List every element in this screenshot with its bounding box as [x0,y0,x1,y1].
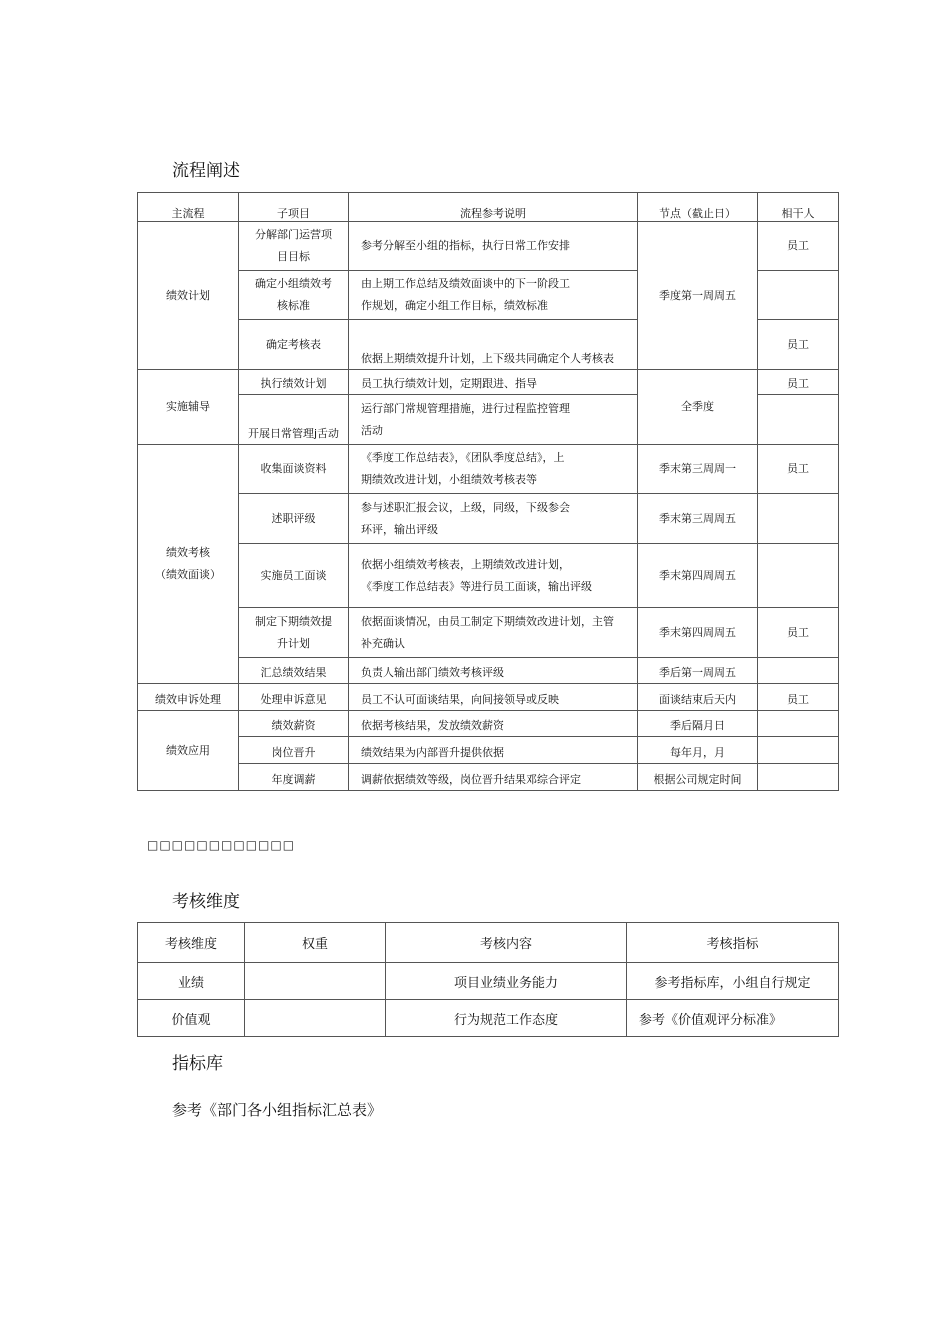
process-table-header [138,193,839,222]
sub-item: 年度调薪 [239,764,349,791]
description: 依据上期绩效提升计划，上下级共同确定个人考核表 [349,320,638,370]
header-indicator: 考核指标 [627,923,839,963]
node: 季末第三周周五 [638,494,758,544]
sub-item: 岗位晋升 [239,737,349,764]
group-apply: 绩效应用 [138,711,239,791]
header-description: 流程参考说明 [349,193,638,222]
description: 运行部门常规管理措施，进行过程监控管理 活动 [349,395,638,445]
weight [245,1000,386,1037]
description: 调薪依据绩效等级，岗位晋升结果邓综合评定 [349,764,638,791]
sub-item: 制定下期绩效提 升计划 [239,608,349,658]
table-row [138,963,839,1000]
weight [245,963,386,1000]
table-row [138,222,839,271]
indicator: 参考《价值观评分标准》 [627,1000,839,1037]
node: 季末第四周周五 [638,608,758,658]
group-appeal: 绩效申诉处理 [138,684,239,711]
node: 季后第一周周五 [638,658,758,684]
node: 季末第四周周五 [638,544,758,608]
header-weight: 权重 [245,923,386,963]
description: 参与述职汇报会议，上级，同级，下级参会 环评，输出评级 [349,494,638,544]
person [758,764,839,791]
table-row [138,608,839,658]
header-dimension: 考核维度 [138,923,245,963]
content: 项目业绩业务能力 [386,963,627,1000]
person [758,494,839,544]
person [758,711,839,737]
description: 《季度工作总结表》，《团队季度总结》，上 期绩效改进计划，小组绩效考核表等 [349,445,638,494]
person [758,658,839,684]
group-plan: 绩效计划 [138,222,239,370]
sub-item: 执行绩效计划 [239,370,349,395]
dimension: 业绩 [138,963,245,1000]
description: 负责人输出部门绩效考核评级 [349,658,638,684]
indicator: 参考指标库，小组自行规定 [627,963,839,1000]
group-coach: 实施辅导 [138,370,239,445]
node: 面谈结束后天内 [638,684,758,711]
description: 依据考核结果，发放绩效薪资 [349,711,638,737]
table-row [138,764,839,791]
table-row [138,494,839,544]
table-row [138,684,839,711]
placeholder-boxes: □□□□□□□□□□□□ [147,838,296,852]
table-row [138,711,839,737]
table-row [138,1000,839,1037]
header-main-process: 主流程 [138,193,239,222]
process-table [137,192,839,791]
person: 员工 [758,445,839,494]
node: 季度第一周周五 [638,222,758,370]
description: 依据面谈情况，由员工制定下期绩效改进计划，主管 补充确认 [349,608,638,658]
library-section-title: 指标库 [172,1054,223,1074]
person: 员工 [758,608,839,658]
table-row [138,658,839,684]
node: 季末第三周周一 [638,445,758,494]
description: 绩效结果为内部晋升提供依据 [349,737,638,764]
dimension-table [137,922,839,1037]
library-reference: 参考《部门各小组指标汇总表》 [172,1101,383,1119]
header-person: 相干人 [758,193,839,222]
sub-item: 确定小组绩效考 核标准 [239,271,349,320]
sub-item: 分解部门运营项 目目标 [239,222,349,271]
sub-item: 述职评级 [239,494,349,544]
person: 员工 [758,222,839,271]
sub-item: 汇总绩效结果 [239,658,349,684]
sub-item: 绩效薪资 [239,711,349,737]
description: 由上期工作总结及绩效面谈中的下一阶段工 作规划，确定小组工作目标，绩效标准 [349,271,638,320]
person: 员工 [758,320,839,370]
sub-item: 实施员工面谈 [239,544,349,608]
dimension-table-header [138,923,839,963]
sub-item: 收集面谈资料 [239,445,349,494]
description: 依据小组绩效考核表，上期绩效改进计划， 《季度工作总结表》等进行员工面谈，输出评级 [349,544,638,608]
description: 参考分解至小组的指标，执行日常工作安排 [349,222,638,271]
header-content: 考核内容 [386,923,627,963]
sub-item: 处理申诉意见 [239,684,349,711]
content: 行为规范工作态度 [386,1000,627,1037]
table-row [138,737,839,764]
person [758,271,839,320]
node: 根据公司规定时间 [638,764,758,791]
person [758,544,839,608]
table-row [138,370,839,395]
person [758,395,839,445]
sub-item: 开展日常管理j舌动 [239,395,349,445]
dimension: 价值观 [138,1000,245,1037]
process-section-title: 流程阐述 [172,161,240,181]
table-row [138,445,839,494]
person: 员工 [758,370,839,395]
sub-item: 确定考核表 [239,320,349,370]
description: 员工执行绩效计划，定期跟进、指导 [349,370,638,395]
node: 每年月，月 [638,737,758,764]
node: 全季度 [638,370,758,445]
description: 员工不认可面谈结果，向间接领导或反映 [349,684,638,711]
group-review: 绩效考核 （绩效面谈） [138,445,239,684]
node: 季后隔月日 [638,711,758,737]
header-sub-item: 子项目 [239,193,349,222]
person: 员工 [758,684,839,711]
dimension-section-title: 考核维度 [172,892,240,912]
person [758,737,839,764]
table-row [138,544,839,608]
header-node: 节点（截止日） [638,193,758,222]
